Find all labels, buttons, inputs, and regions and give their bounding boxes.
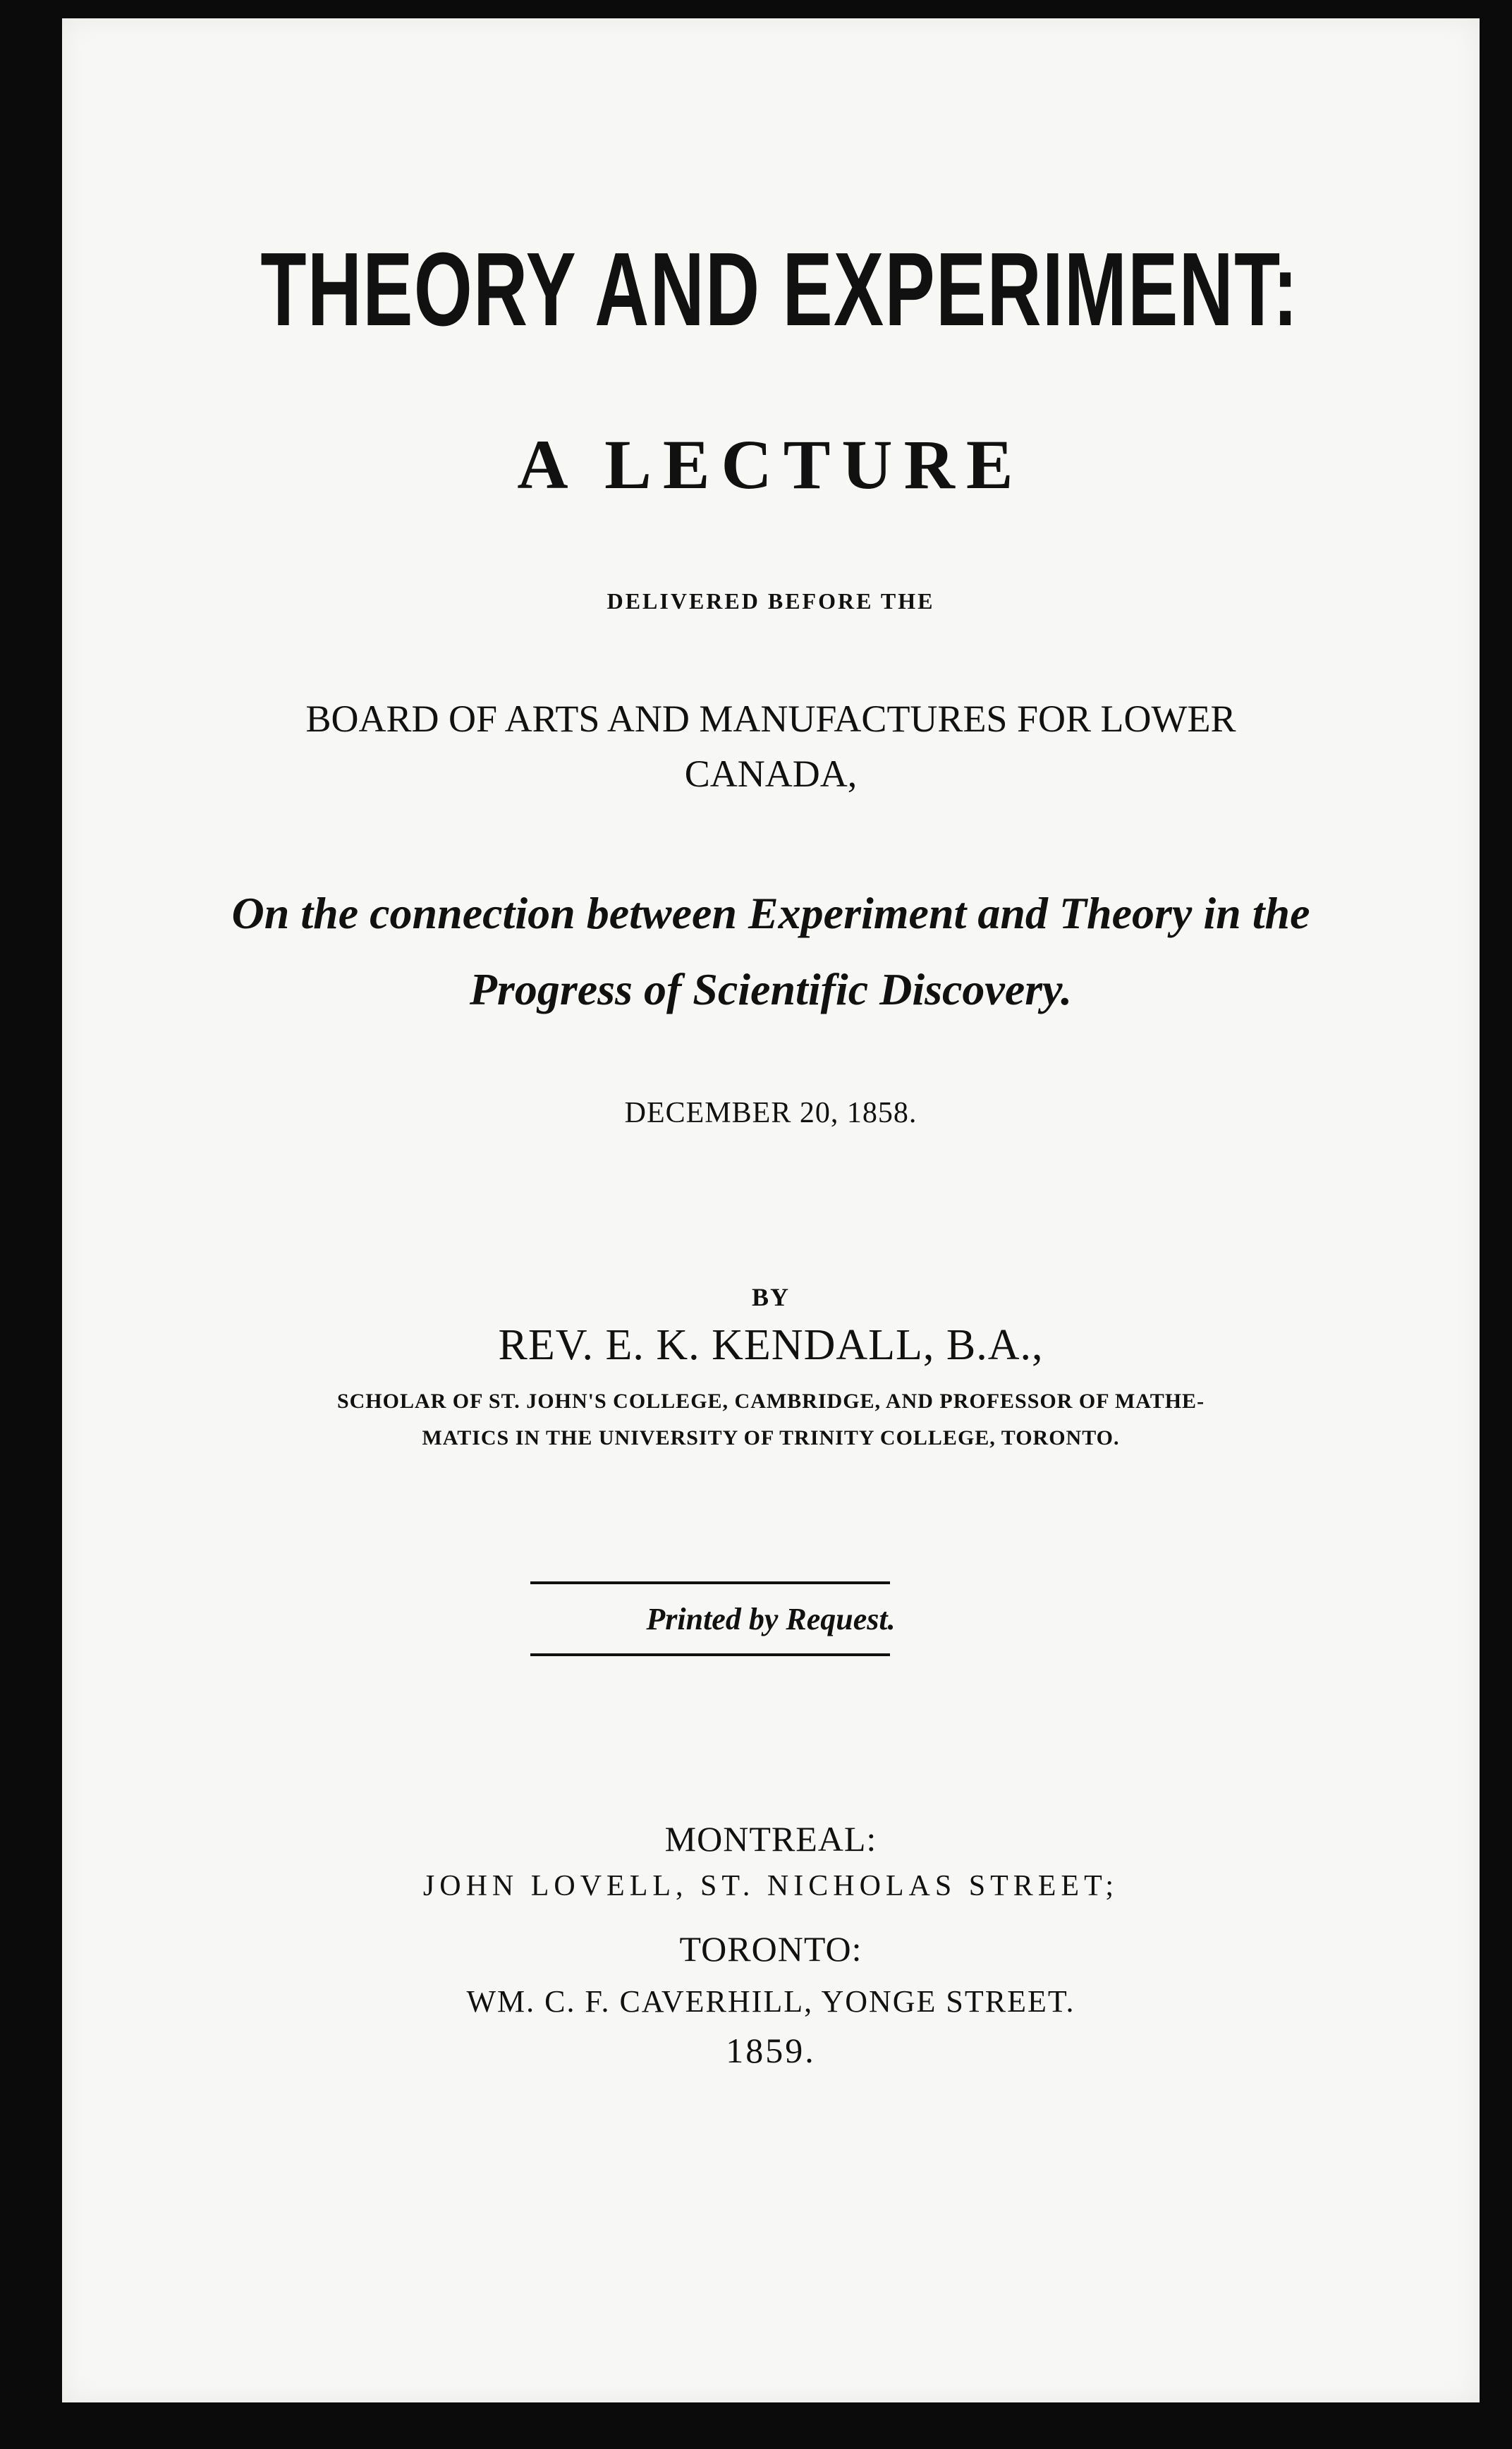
author-affiliation-line-2: MATICS IN THE UNIVERSITY OF TRINITY COLLEGE, TORONTO.	[422, 1426, 1120, 1450]
delivered-before-line: DELIVERED BEFORE THE	[606, 588, 935, 614]
board-name-line-1: BOARD OF ARTS AND MANUFACTURES FOR LOWER	[305, 698, 1236, 740]
divider-rule-bottom	[530, 1653, 890, 1656]
imprint-city-toronto: TORONTO:	[679, 1929, 862, 1969]
printed-by-request-note: Printed by Request.	[646, 1602, 896, 1636]
imprint-city-montreal: MONTREAL:	[664, 1819, 877, 1859]
author-name: REV. E. K. KENDALL, B.A.,	[498, 1321, 1044, 1369]
page-title: THEORY AND EXPERIMENT:	[260, 231, 1299, 348]
imprint-publisher-caverhill: WM. C. F. CAVERHILL, YONGE STREET.	[466, 1984, 1075, 2019]
page-subtitle: A LECTURE	[517, 425, 1025, 504]
author-affiliation-line-1: SCHOLAR OF ST. JOHN'S COLLEGE, CAMBRIDGE, AND PROFESSOR OF MATHE-	[336, 1390, 1205, 1413]
topic-line-1: On the connection between Experiment and Theory in the	[231, 888, 1310, 938]
title-page	[62, 18, 1480, 2402]
by-line: BY	[751, 1283, 790, 1311]
divider-rule-top	[530, 1581, 890, 1584]
topic-line-2: Progress of Scientific Discovery.	[469, 964, 1073, 1014]
board-name-line-2: CANADA,	[684, 753, 858, 795]
lecture-date: DECEMBER 20, 1858.	[624, 1097, 917, 1129]
imprint-year: 1859.	[726, 2031, 816, 2070]
imprint-publisher-lovell: JOHN LOVELL, ST. NICHOLAS STREET;	[422, 1870, 1119, 1902]
